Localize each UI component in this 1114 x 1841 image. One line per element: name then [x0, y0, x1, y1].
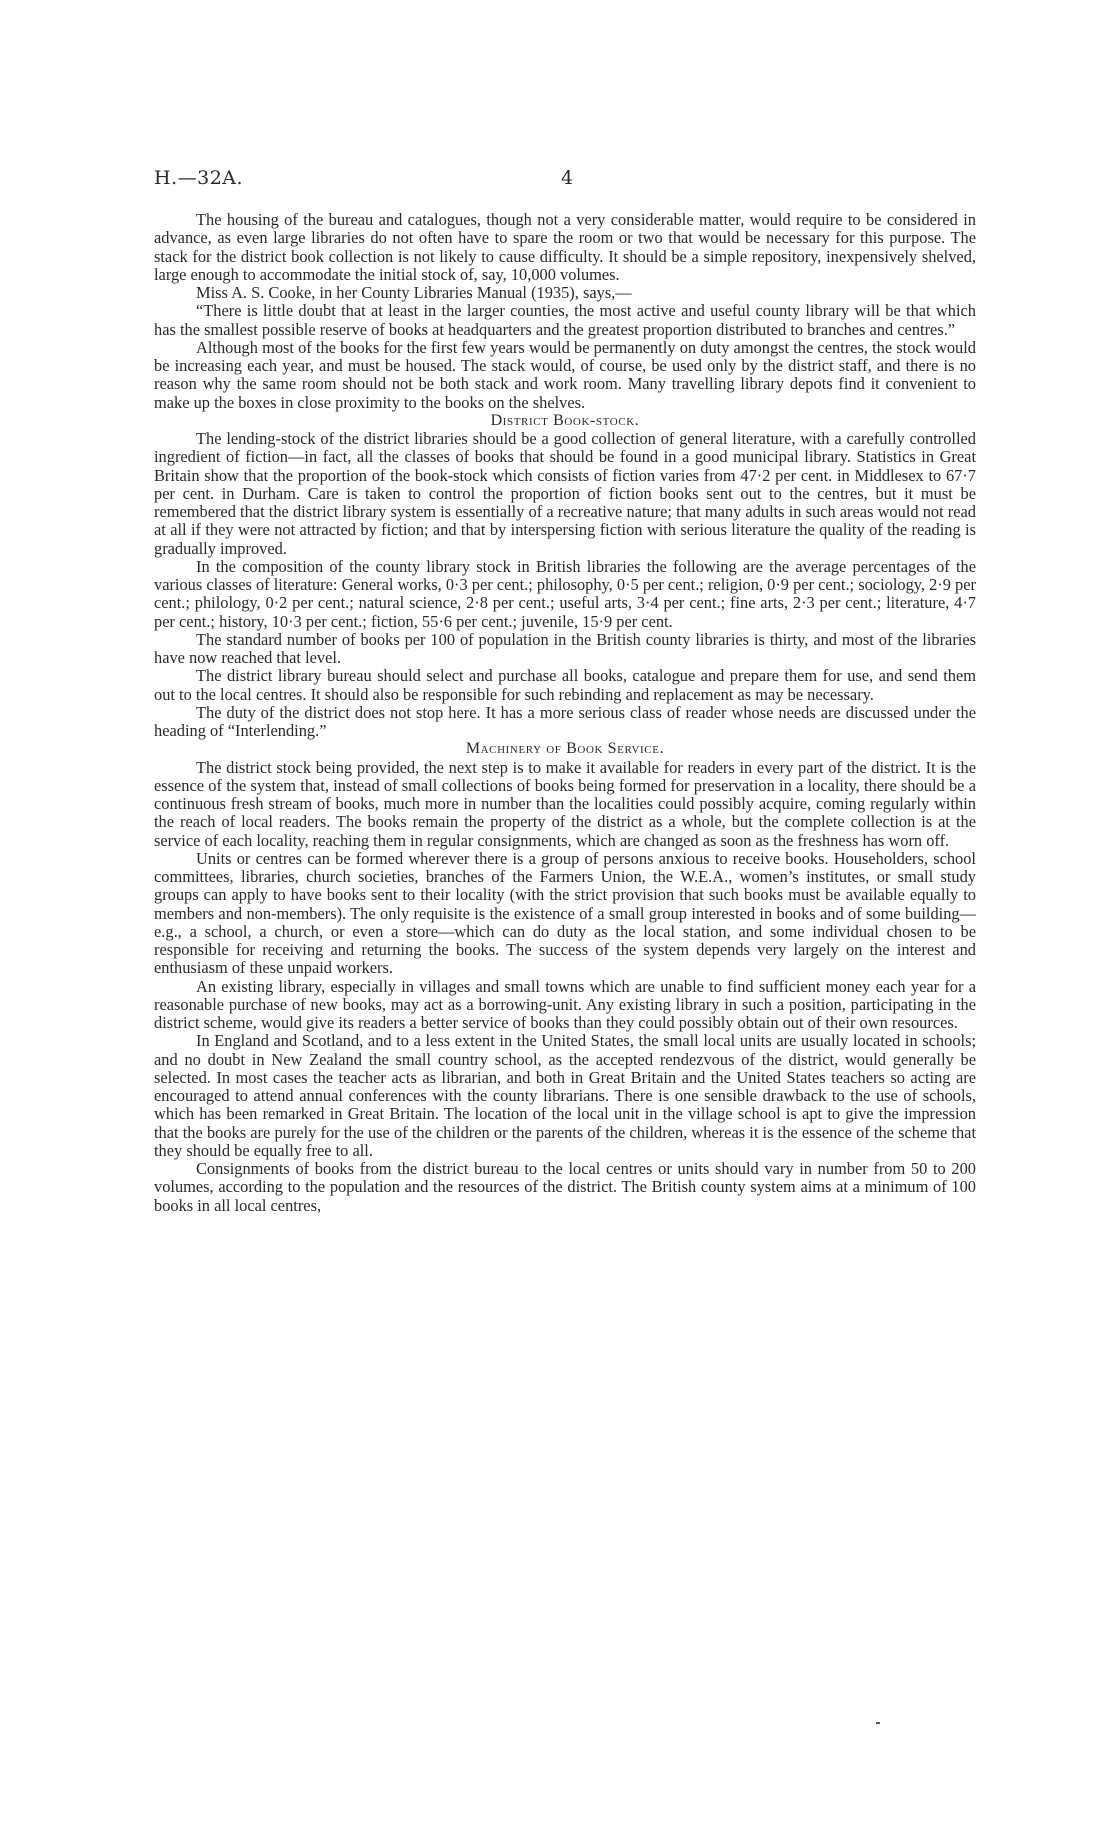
- paragraph: Consignments of books from the district bureau to the local centres or units should vary in number from 50 to 200 volumes, according to the population and the resources of the district. The British county system aims at a minimum of 100 books in all local centres,: [154, 1159, 976, 1215]
- paragraph: The standard number of books per 100 of population in the British county libraries is thirty, and most of the libraries have now reached that level.: [154, 629, 976, 667]
- paragraph: In the composition of the county library stock in British libraries the following are the average percentages of the various classes of literature: General works, 0·3 per cent.; philosophy, 0·5 per cent.; religion, 0·9 per cent.; sociology, 2·9 per cent.; philology, 0·2 per cent.; natural science, 2·8 per cent.; useful arts, 3·4 per cent.; fine arts, 2·3 per cent.; literature, 4·7 per cent.; history, 10·3 per cent.; fiction, 55·6 per cent.; juvenile, 15·9 per cent.: [154, 556, 976, 631]
- page-body: [154, 211, 976, 1215]
- paragraph: In England and Scotland, and to a less extent in the United States, the small local units are usually located in schools; and no doubt in New Zealand the small country school, as the accepted rendezvous of the district, would generally be selected. In most cases the teacher acts as librarian, and both in Great Britain and the United States teachers so acting are encouraged to attend annual conferences with the county librarians. There is one sensible drawback to the use of schools, which has been remarked in Great Britain. The location of the local unit in the village school is apt to give the impression that the books are purely for the use of the children or the parents of the children, whereas it is the essence of the scheme that they should be equally free to all.: [154, 1031, 976, 1160]
- paragraph: Miss A. S. Cooke, in her County Libraries Manual (1935), says,—: [196, 283, 632, 302]
- page-number: 4: [561, 167, 574, 189]
- paragraph: The housing of the bureau and catalogues, though not a very considerable matter, would require to be considered in advance, as even large libraries do not often have to spare the room or two that would be necessary for this purpose. The stack for the district book collection is not likely to cause difficulty. It should be a simple repository, inexpensively shelved, large enough to accommodate the initial stock of, say, 10,000 volumes.: [154, 210, 976, 284]
- paragraph: The district library bureau should select and purchase all books, catalogue and prepare them for use, and send them out to the local centres. It should also be responsible for such rebinding and replacement as may be necessary.: [154, 666, 976, 704]
- block-quote: “There is little doubt that at least in the larger counties, the most active and useful county library will be that which has the smallest possible reserve of books at headquarters and the greatest proportion distributed to branches and centres.”: [154, 301, 976, 339]
- section-heading: District Book-stock.: [490, 411, 640, 429]
- section-heading: Machinery of Book Service.: [465, 740, 665, 758]
- page-header: [154, 167, 974, 193]
- document-reference: H.—32A.: [154, 167, 244, 189]
- paragraph: The district stock being provided, the next step is to make it available for readers in every part of the district. It is the essence of the system that, instead of small collections of books being formed for preservation in a locality, there should be a continuous fresh stream of books, much more in number than the localities could possibly acquire, coming regularly within the reach of local readers. The books remain the property of the district as a whole, but the complete collection is at the service of each locality, reaching them in regular consignments, which are changed as soon as the freshness has worn off.: [154, 757, 976, 850]
- scan-mark: [876, 1722, 880, 1724]
- paragraph: An existing library, especially in villages and small towns which are unable to find sufficient money each year for a reasonable purchase of new books, may act as a borrowing-unit. Any existing library in such a position, participating in the district scheme, would give its readers a better service of books than they could possibly obtain out of their own resources.: [154, 976, 976, 1032]
- paragraph: Units or centres can be formed wherever there is a group of persons anxious to receive books. Householders, school committees, libraries, church societies, branches of the Farmers Union, the W.E.A., women’s institutes, or small study groups can apply to have books sent to their locality (with the strict provision that such books must be available equally to members and non-members). The only requisite is the existence of a small group interested in books and of some building—e.g., a school, a church, or even a store—which can do duty as the local station, and some individual chosen to be responsible for receiving and returning the books. The success of the system depends very largely on the interest and enthusiasm of these unpaid workers.: [154, 848, 976, 978]
- paragraph: Although most of the books for the first few years would be permanently on duty amongst the centres, the stock would be increasing each year, and must be housed. The stack would, of course, be used only by the district staff, and there is no reason why the same room should not be both stack and work room. Many travelling library depots find it convenient to make up the boxes in close proximity to the books on the shelves.: [154, 337, 976, 412]
- paragraph: The duty of the district does not stop here. It has a more serious class of reader whose needs are discussed under the heading of “Interlending.”: [154, 702, 976, 740]
- paragraph: The lending-stock of the district libraries should be a good collection of general literature, with a carefully controlled ingredient of fiction—in fact, all the classes of books that should be found in a good municipal library. Statistics in Great Britain show that the proportion of the book-stock which consists of fiction varies from 47·2 per cent. in Middlesex to 67·7 per cent. in Durham. Care is taken to control the proportion of fiction books sent out to the centres, but it must be remembered that the district library system is essentially of a recreative nature; that many adults in such areas would not read at all if they were not attracted by fiction; and that by interspersing fiction with serious literature the quality of the reading is gradually improved.: [154, 429, 976, 558]
